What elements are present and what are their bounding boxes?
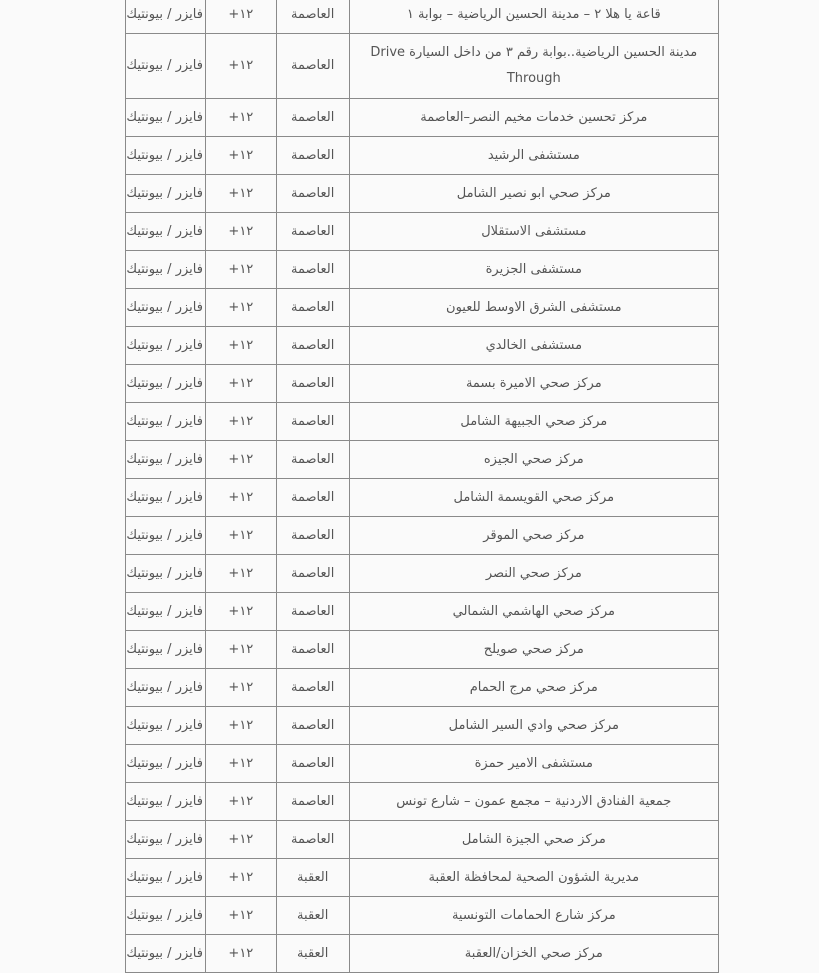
vaccine-cell: فايزر / بيونتيك: [126, 251, 206, 289]
region-cell: العاصمة: [276, 783, 349, 821]
region-cell: العاصمة: [276, 327, 349, 365]
vaccine-cell: فايزر / بيونتيك: [126, 34, 206, 99]
region-cell: العقبة: [276, 897, 349, 935]
vaccine-cell: فايزر / بيونتيك: [126, 365, 206, 403]
site-cell: مركز صحي الجيزه: [349, 441, 718, 479]
vaccine-cell: فايزر / بيونتيك: [126, 745, 206, 783]
region-cell: العاصمة: [276, 441, 349, 479]
vaccine-cell: فايزر / بيونتيك: [126, 669, 206, 707]
age-cell: ١٢+: [205, 99, 276, 137]
site-cell: مركز صحي ابو نصير الشامل: [349, 175, 718, 213]
age-cell: ١٢+: [205, 669, 276, 707]
vaccine-cell: فايزر / بيونتيك: [126, 897, 206, 935]
site-cell: مركز صحي مرج الحمام: [349, 669, 718, 707]
site-cell: مركز صحي الهاشمي الشمالي: [349, 593, 718, 631]
table-row: [126, 593, 719, 631]
age-cell: ١٢+: [205, 365, 276, 403]
table-row: [126, 137, 719, 175]
region-cell: العقبة: [276, 859, 349, 897]
vaccine-cell: فايزر / بيونتيك: [126, 821, 206, 859]
table-row: [126, 99, 719, 137]
region-cell: العاصمة: [276, 517, 349, 555]
site-cell: مركز صحي الموقر: [349, 517, 718, 555]
table-row: [126, 745, 719, 783]
site-cell: مستشفى الرشيد: [349, 137, 718, 175]
vaccination-sites-table-wrapper: [125, 0, 719, 973]
region-cell: العاصمة: [276, 34, 349, 99]
age-cell: ١٢+: [205, 897, 276, 935]
vaccine-cell: فايزر / بيونتيك: [126, 175, 206, 213]
age-cell: ١٢+: [205, 251, 276, 289]
age-cell: ١٢+: [205, 34, 276, 99]
age-cell: ١٢+: [205, 631, 276, 669]
site-cell: مركز صحي القويسمة الشامل: [349, 479, 718, 517]
region-cell: العاصمة: [276, 821, 349, 859]
age-cell: ١٢+: [205, 707, 276, 745]
site-cell: مديرية الشؤون الصحية لمحافظة العقبة: [349, 859, 718, 897]
table-row: [126, 859, 719, 897]
region-cell: العاصمة: [276, 745, 349, 783]
table-row: [126, 897, 719, 935]
table-row: [126, 251, 719, 289]
vaccine-cell: فايزر / بيونتيك: [126, 707, 206, 745]
age-cell: ١٢+: [205, 289, 276, 327]
table-row: [126, 555, 719, 593]
table-row: [126, 213, 719, 251]
site-cell: مركز صحي صويلح: [349, 631, 718, 669]
vaccination-sites-table: [125, 0, 719, 973]
age-cell: ١٢+: [205, 479, 276, 517]
table-body: [126, 0, 719, 973]
region-cell: العاصمة: [276, 593, 349, 631]
table-row: [126, 289, 719, 327]
table-row: [126, 0, 719, 34]
age-cell: ١٢+: [205, 935, 276, 973]
site-cell: مستشفى الخالدي: [349, 327, 718, 365]
region-cell: العاصمة: [276, 251, 349, 289]
vaccine-cell: فايزر / بيونتيك: [126, 289, 206, 327]
site-cell: مستشفى الشرق الاوسط للعيون: [349, 289, 718, 327]
site-cell: مركز صحي الجبيهة الشامل: [349, 403, 718, 441]
age-cell: ١٢+: [205, 555, 276, 593]
site-cell: مركز تحسين خدمات مخيم النصر–العاصمة: [349, 99, 718, 137]
age-cell: ١٢+: [205, 403, 276, 441]
age-cell: ١٢+: [205, 441, 276, 479]
table-row: [126, 669, 719, 707]
region-cell: العاصمة: [276, 175, 349, 213]
region-cell: العاصمة: [276, 403, 349, 441]
region-cell: العاصمة: [276, 707, 349, 745]
table-row: [126, 441, 719, 479]
table-row: [126, 403, 719, 441]
vaccine-cell: فايزر / بيونتيك: [126, 0, 206, 34]
region-cell: العاصمة: [276, 669, 349, 707]
site-cell: مركز صحي الجيزة الشامل: [349, 821, 718, 859]
site-cell: مستشفى الاستقلال: [349, 213, 718, 251]
table-row: [126, 821, 719, 859]
age-cell: ١٢+: [205, 821, 276, 859]
vaccine-cell: فايزر / بيونتيك: [126, 479, 206, 517]
table-row: [126, 327, 719, 365]
table-row: [126, 365, 719, 403]
table-row: [126, 517, 719, 555]
site-cell: مدينة الحسين الرياضية..بوابة رقم ٣ من داخل السيارة Drive Through: [349, 34, 718, 99]
vaccine-cell: فايزر / بيونتيك: [126, 137, 206, 175]
region-cell: العاصمة: [276, 213, 349, 251]
region-cell: العاصمة: [276, 555, 349, 593]
region-cell: العاصمة: [276, 99, 349, 137]
age-cell: ١٢+: [205, 213, 276, 251]
vaccine-cell: فايزر / بيونتيك: [126, 213, 206, 251]
age-cell: ١٢+: [205, 327, 276, 365]
table-row: [126, 631, 719, 669]
site-cell: مركز صحي النصر: [349, 555, 718, 593]
table-row: [126, 707, 719, 745]
vaccine-cell: فايزر / بيونتيك: [126, 935, 206, 973]
site-cell: مستشفى الامير حمزة: [349, 745, 718, 783]
age-cell: ١٢+: [205, 517, 276, 555]
region-cell: العاصمة: [276, 365, 349, 403]
vaccine-cell: فايزر / بيونتيك: [126, 99, 206, 137]
vaccine-cell: فايزر / بيونتيك: [126, 555, 206, 593]
table-row: [126, 479, 719, 517]
table-row: [126, 175, 719, 213]
vaccine-cell: فايزر / بيونتيك: [126, 327, 206, 365]
age-cell: ١٢+: [205, 593, 276, 631]
region-cell: العاصمة: [276, 137, 349, 175]
table-row: [126, 935, 719, 973]
site-cell: مركز شارع الحمامات التونسية: [349, 897, 718, 935]
site-cell: مركز صحي الخزان/العقبة: [349, 935, 718, 973]
vaccine-cell: فايزر / بيونتيك: [126, 441, 206, 479]
site-cell: مستشفى الجزيرة: [349, 251, 718, 289]
age-cell: ١٢+: [205, 0, 276, 34]
region-cell: العاصمة: [276, 479, 349, 517]
vaccine-cell: فايزر / بيونتيك: [126, 631, 206, 669]
age-cell: ١٢+: [205, 745, 276, 783]
vaccine-cell: فايزر / بيونتيك: [126, 859, 206, 897]
vaccine-cell: فايزر / بيونتيك: [126, 403, 206, 441]
age-cell: ١٢+: [205, 175, 276, 213]
table-row: [126, 34, 719, 99]
vaccine-cell: فايزر / بيونتيك: [126, 593, 206, 631]
vaccine-cell: فايزر / بيونتيك: [126, 517, 206, 555]
vaccine-cell: فايزر / بيونتيك: [126, 783, 206, 821]
region-cell: العاصمة: [276, 631, 349, 669]
table-row: [126, 783, 719, 821]
region-cell: العاصمة: [276, 289, 349, 327]
age-cell: ١٢+: [205, 137, 276, 175]
site-cell: قاعة يا هلا ٢ – مدينة الحسين الرياضية – بوابة ١: [349, 0, 718, 34]
region-cell: العقبة: [276, 935, 349, 973]
site-cell: جمعية الفنادق الاردنية – مجمع عمون – شارع تونس: [349, 783, 718, 821]
region-cell: العاصمة: [276, 0, 349, 34]
age-cell: ١٢+: [205, 783, 276, 821]
age-cell: ١٢+: [205, 859, 276, 897]
site-cell: مركز صحي الاميرة بسمة: [349, 365, 718, 403]
site-cell: مركز صحي وادي السير الشامل: [349, 707, 718, 745]
